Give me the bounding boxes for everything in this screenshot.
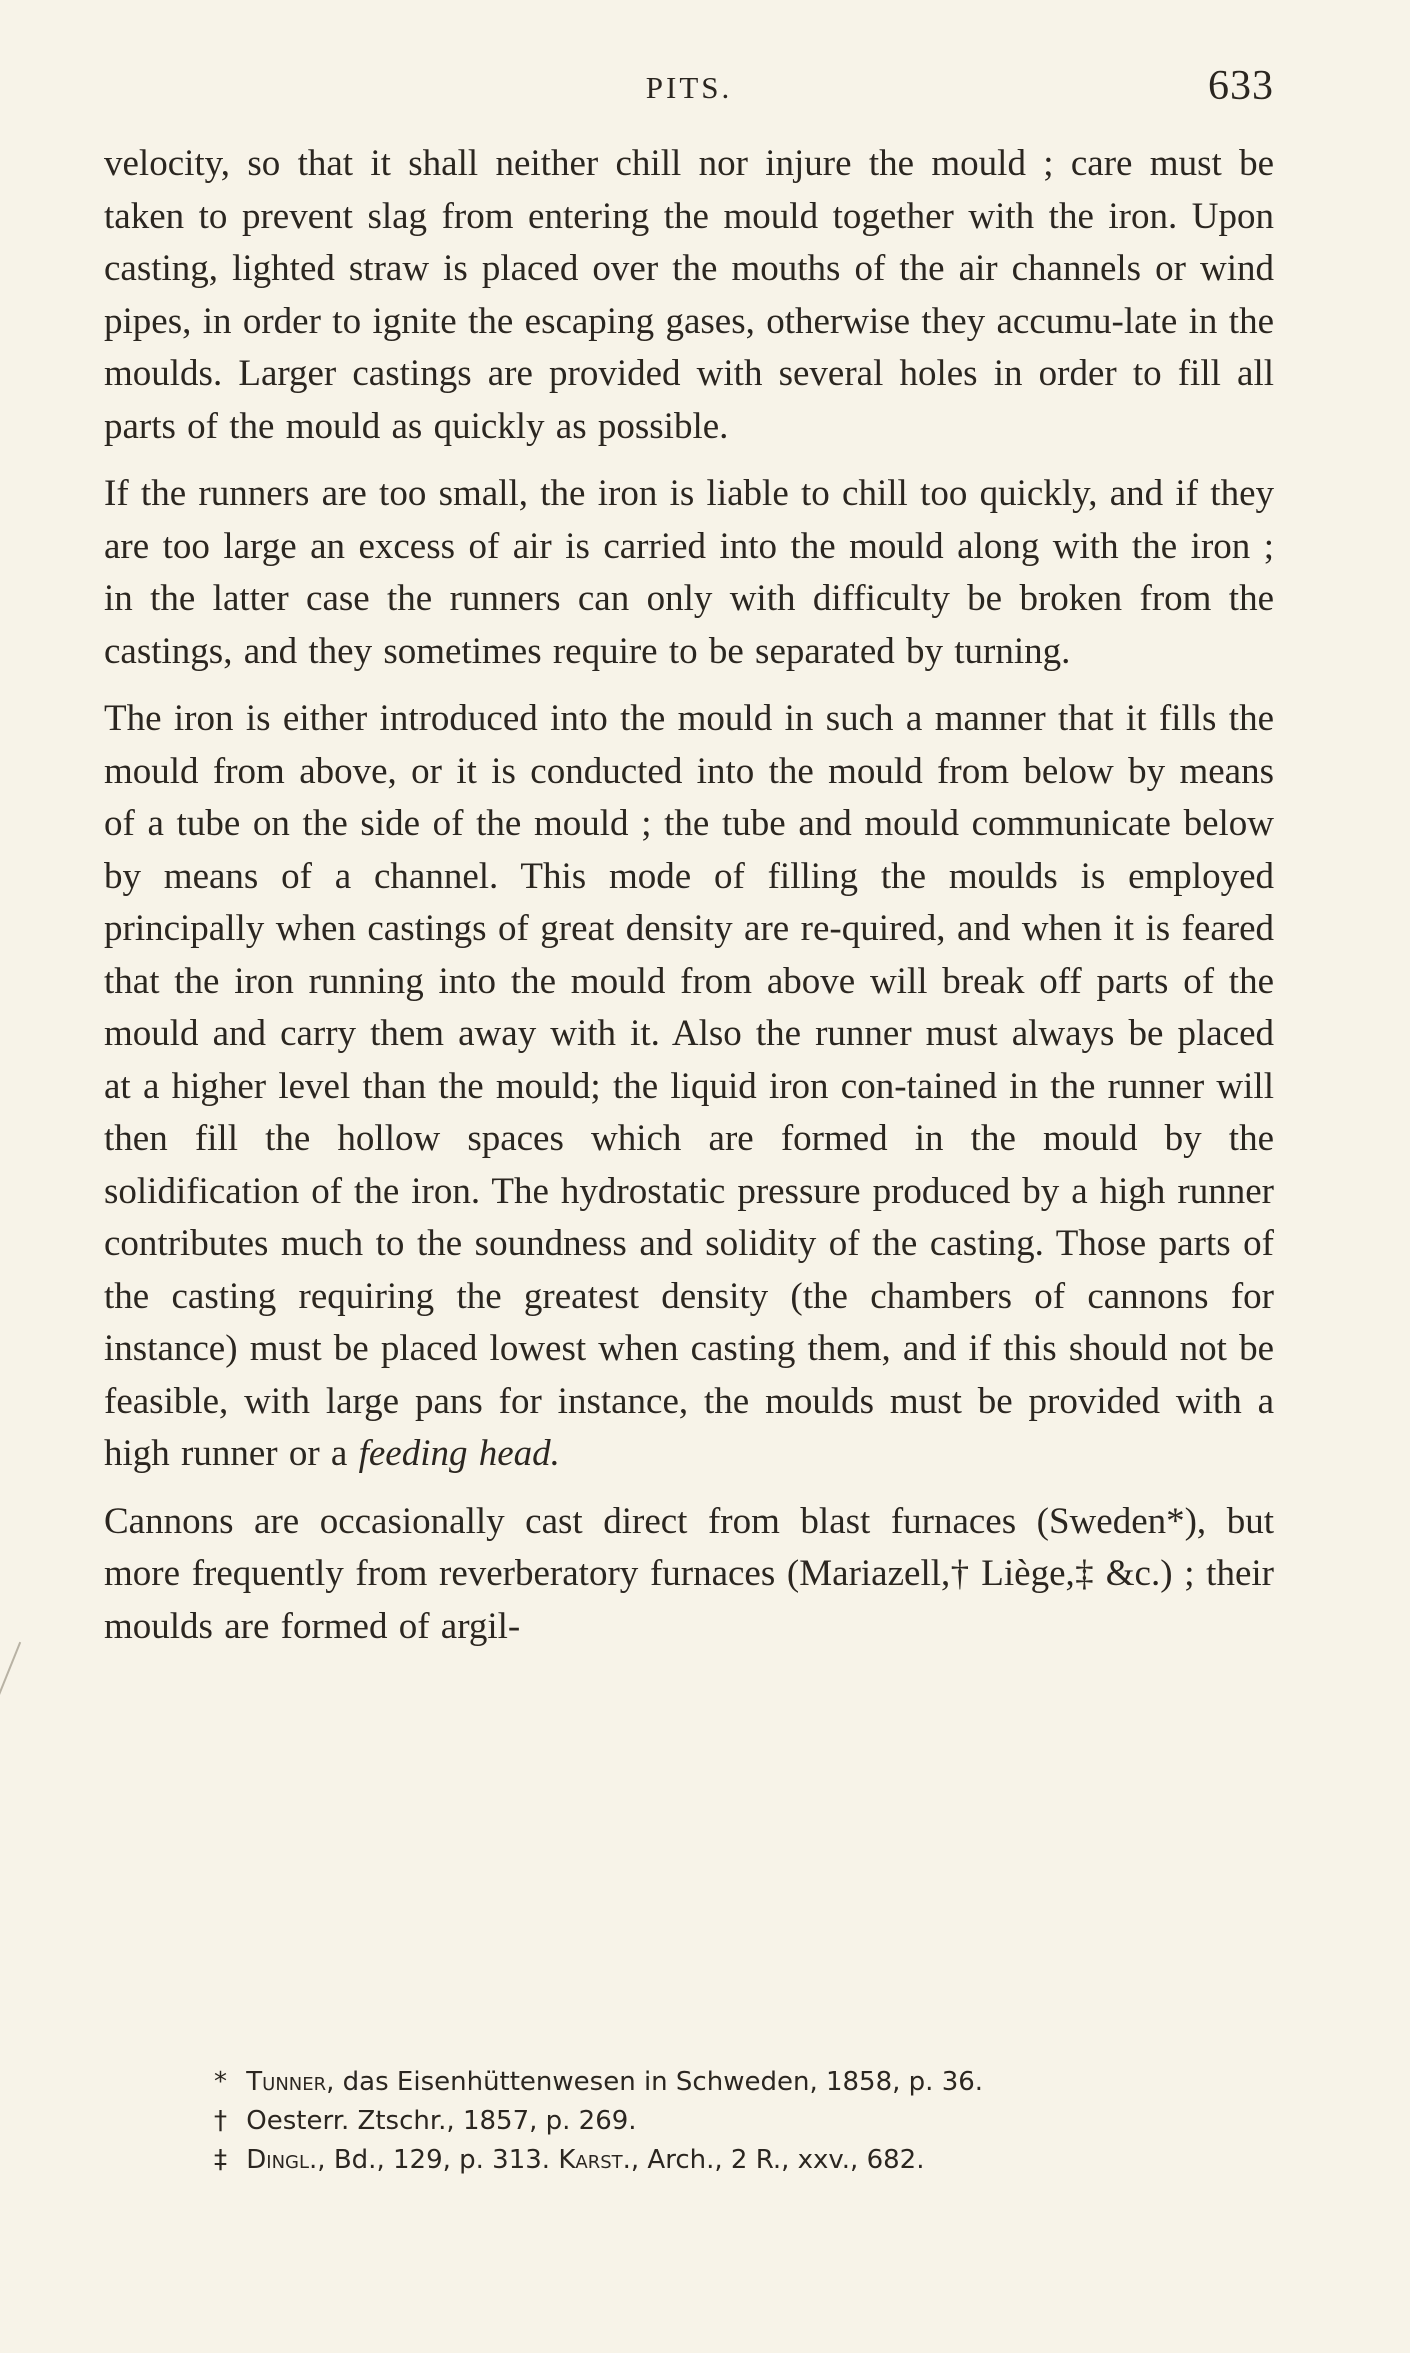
footnote-3 xyxy=(214,2141,1214,2180)
footnote-text: Oesterr. Ztschr., 1857, p. 269. xyxy=(246,2106,637,2136)
footnote-mark: ‡ xyxy=(214,2145,227,2175)
paragraph-3-text: The iron is either introduced into the mould in such a manner that it fills the mould from above, or it is conducted into the mould from below by means of a tube on the side of the mould ; the tube and mould communicate below by means of a channel. This mode of filling the moulds is employed principally when castings of great density are re-quired, and when it is feared that the iron running into the mould from above will break off parts of the mould and carry them away with it. Also the runner must always be placed at a higher level than the mould; the liquid iron con-tained in the runner will then fill the hollow spaces which are formed in the mould by the solidification of the iron. The hydrostatic pressure produced by a high runner contributes much to the soundness and solidity of the casting. Those parts of the casting requiring the greatest density (the chambers of cannons for instance) must be placed lowest when casting them, and if this should not be feasible, with large pans for instance, the moulds must be provided with a high runner or a xyxy=(104,698,1274,1474)
page-number: 633 xyxy=(1208,63,1274,109)
body-text xyxy=(104,138,1274,1668)
footnote-text-2: Arch., 2 R., xxv., 682. xyxy=(647,2145,925,2175)
footnote-2 xyxy=(214,2102,1214,2141)
footnote-1 xyxy=(214,2063,1214,2102)
footnotes xyxy=(214,2063,1214,2180)
italic-phrase: feeding head. xyxy=(358,1433,560,1474)
margin-pencil-mark xyxy=(0,1642,21,1698)
footnote-author: Tunner, xyxy=(246,2067,335,2097)
paragraph-3 xyxy=(104,693,1274,1481)
paragraph-1: velocity, so that it shall neither chill nor injure the mould ; care must be taken to prevent slag from entering the mould together with the iron. Upon casting, lighted straw is placed over the mouths of the air channels or wind pipes, in order to ignite the escaping gases, otherwise they accumu-late in the moulds. Larger castings are provided with several holes in order to fill all parts of the mould as quickly as possible. xyxy=(104,143,1274,447)
paragraph-4: Cannons are occasionally cast direct from blast furnaces (Sweden*), but more frequently from reverberatory furnaces (Mariazell,† Liège,‡ &c.) ; their moulds are formed of argil- xyxy=(104,1500,1274,1647)
running-title: PITS. xyxy=(645,70,733,105)
footnote-author: Dingl., xyxy=(246,2145,326,2175)
footnote-text: Bd., 129, p. 313. xyxy=(333,2145,551,2175)
footnote-mark: * xyxy=(214,2067,227,2097)
footnote-author-2: Karst., xyxy=(558,2145,640,2175)
footnote-mark: † xyxy=(214,2106,227,2136)
running-head xyxy=(104,62,1274,112)
footnote-text: das Eisenhüttenwesen in Schweden, 1858, p. 36. xyxy=(342,2067,984,2097)
paragraph-2: If the runners are too small, the iron is liable to chill too quickly, and if they are too large an excess of air is carried into the mould along with the iron ; in the latter case the runners can only with difficulty be broken from the castings, and they sometimes require to be separated by turning. xyxy=(104,473,1274,672)
